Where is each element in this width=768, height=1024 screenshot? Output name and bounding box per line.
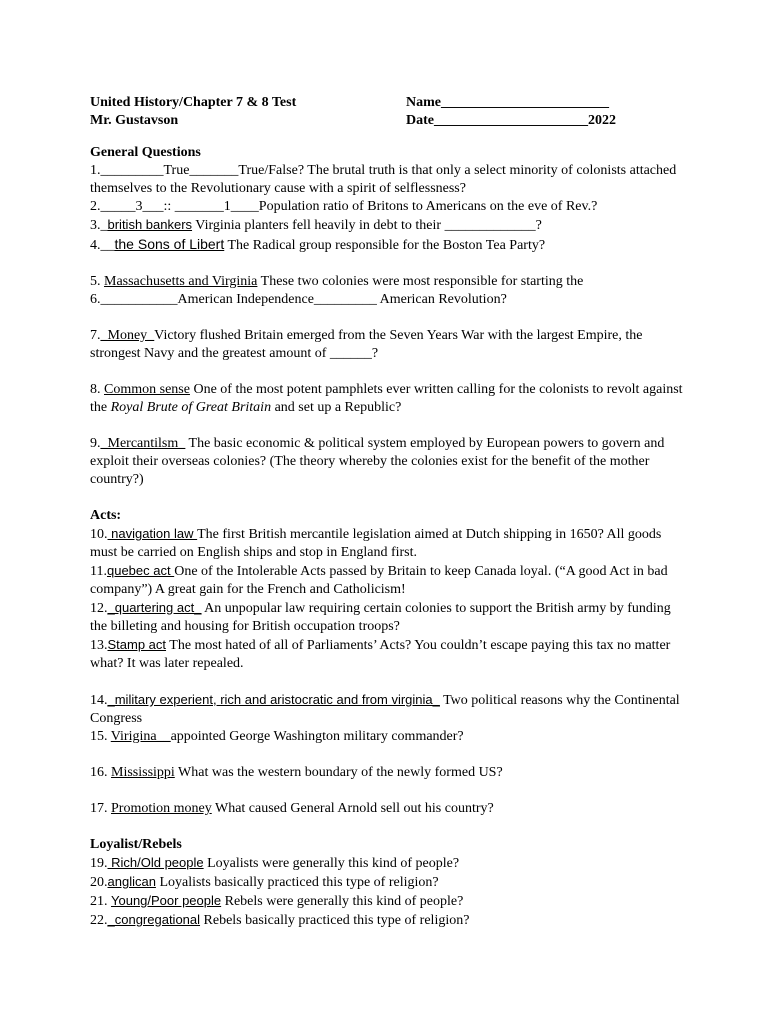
q11-answer: quebec act xyxy=(106,563,175,578)
q16-text: What was the western boundary of the newly formed US? xyxy=(174,765,503,780)
q4-number: 4.__ xyxy=(90,238,115,253)
question-7 xyxy=(90,327,690,363)
question-11 xyxy=(90,562,690,599)
question-12 xyxy=(90,599,690,636)
q13-number: 13. xyxy=(90,638,108,653)
q10-answer: navigation law xyxy=(107,526,198,541)
question-8 xyxy=(90,381,690,417)
q10-number: 10. xyxy=(90,527,108,542)
q16-answer: Mississippi xyxy=(111,765,175,780)
q21-number: 21. xyxy=(90,894,111,909)
question-1 xyxy=(90,162,690,198)
question-22 xyxy=(90,911,690,930)
date-field: Date______________________2022 xyxy=(406,113,616,128)
q12-answer: _quartering act_ xyxy=(107,600,202,615)
q21-answer: Young/Poor people xyxy=(111,893,222,908)
question-14 xyxy=(90,691,690,728)
q14-text: Two political reasons why the Continental Congress xyxy=(90,693,680,726)
q5-number: 5. xyxy=(90,274,104,289)
question-13 xyxy=(90,636,690,673)
q17-answer: Promotion money xyxy=(111,801,212,816)
test-page xyxy=(90,94,690,930)
question-21 xyxy=(90,892,690,911)
q7-number: 7. xyxy=(90,328,101,343)
q1-text: _________True_______True/False? The brutal truth is that only a select minority of colonists attached themselves to the Revolutionary cause with a spirit of selflessness? xyxy=(90,163,677,196)
q21-text: Rebels were generally this kind of people? xyxy=(221,894,464,909)
q7-text: Victory flushed Britain emerged from the Seven Years War with the largest Empire, the strongest Navy and the greatest amount of ______? xyxy=(90,328,643,361)
question-6: 6.___________American Independence_________ American Revolution? xyxy=(90,292,507,307)
q9-text: The basic economic & political system employed by European powers to govern and exploit their overseas colonies? (The theory whereby the colonies exist for the benefit of the mother country?) xyxy=(90,436,665,487)
q15-text: appointed George Washington military commander? xyxy=(170,729,464,744)
q22-answer: _congregational xyxy=(107,912,201,927)
section-acts: Acts: xyxy=(90,508,122,523)
q14-number: 14. xyxy=(90,693,108,708)
q1-number: 1. xyxy=(90,163,101,178)
q3-number: 3._ xyxy=(90,218,108,233)
question-10 xyxy=(90,525,690,562)
q8-text-2: and set up a Republic? xyxy=(271,400,402,415)
course-title: United History/Chapter 7 & 8 Test xyxy=(90,95,297,110)
q8-answer: Common sense xyxy=(104,382,190,397)
q12-number: 12. xyxy=(90,601,108,616)
q3-text: Virginia planters fell heavily in debt to their _____________? xyxy=(192,218,542,233)
q9-answer: _Mercantilsm_ xyxy=(100,436,186,451)
question-20 xyxy=(90,873,690,892)
q4-answer: the Sons of Libert xyxy=(114,236,225,252)
question-5 xyxy=(90,273,690,291)
question-15 xyxy=(90,728,690,746)
q11-number: 11. xyxy=(90,564,107,579)
q16-number: 16. xyxy=(90,765,111,780)
section-loyalists: Loyalist/Rebels xyxy=(90,837,182,852)
q8-text-1: One of the most potent pamphlets ever written calling for the colonists to revolt against the xyxy=(90,382,683,415)
q13-text: The most hated of all of Parliaments’ Acts? You couldn’t escape paying this tax no matter what? It was later repealed. xyxy=(90,638,671,671)
q8-italic: Royal Brute of Great Britain xyxy=(110,400,272,415)
q17-number: 17. xyxy=(90,801,111,816)
q15-answer: Virigina__ xyxy=(110,729,171,744)
q3-answer: british bankers xyxy=(107,217,193,232)
test-header xyxy=(90,94,690,130)
q4-text: The Radical group responsible for the Boston Tea Party? xyxy=(224,238,546,253)
name-field: Name________________________ xyxy=(406,95,609,110)
q19-number: 19. xyxy=(90,856,108,871)
question-19 xyxy=(90,854,690,873)
q20-text: Loyalists basically practiced this type of religion? xyxy=(155,875,439,890)
section-general: General Questions xyxy=(90,145,201,160)
q14-answer: _military experient, rich and aristocratic and from virginia_ xyxy=(107,692,440,707)
q5-text: These two colonies were most responsible for starting the xyxy=(257,274,584,289)
q5-answer: Massachusetts and Virginia xyxy=(104,274,258,289)
q22-text: Rebels basically practiced this type of religion? xyxy=(200,913,470,928)
q9-number: 9. xyxy=(90,436,101,451)
question-17 xyxy=(90,800,690,818)
q22-number: 22. xyxy=(90,913,108,928)
q8-number: 8. xyxy=(90,382,104,397)
q20-number: 20. xyxy=(90,875,108,890)
q7-answer: _Money_ xyxy=(100,328,155,343)
question-2: 2._____3___:: _______1____Population ratio of Britons to Americans on the eve of Rev.? xyxy=(90,199,598,214)
q13-answer: Stamp act xyxy=(107,637,167,652)
q10-text: The first British mercantile legislation aimed at Dutch shipping in 1650? All goods must be carried on English ships and stop in England first. xyxy=(90,527,662,560)
q12-text: An unpopular law requiring certain colonies to support the British army by funding the billeting and housing for British occupation troops? xyxy=(90,601,671,634)
question-3 xyxy=(90,216,690,235)
teacher-name: Mr. Gustavson xyxy=(90,113,179,128)
q20-answer: anglican xyxy=(107,874,156,889)
q11-text: One of the Intolerable Acts passed by Britain to keep Canada loyal. (“A good Act in bad company”) A great gain for the French and Catholicism! xyxy=(90,564,668,597)
question-16 xyxy=(90,764,690,782)
q19-text: Loyalists were generally this kind of people? xyxy=(203,856,460,871)
q15-number: 15. xyxy=(90,729,111,744)
question-9 xyxy=(90,435,690,489)
q19-answer: Rich/Old people xyxy=(107,855,204,870)
question-4 xyxy=(90,235,690,255)
q17-text: What caused General Arnold sell out his country? xyxy=(211,801,494,816)
